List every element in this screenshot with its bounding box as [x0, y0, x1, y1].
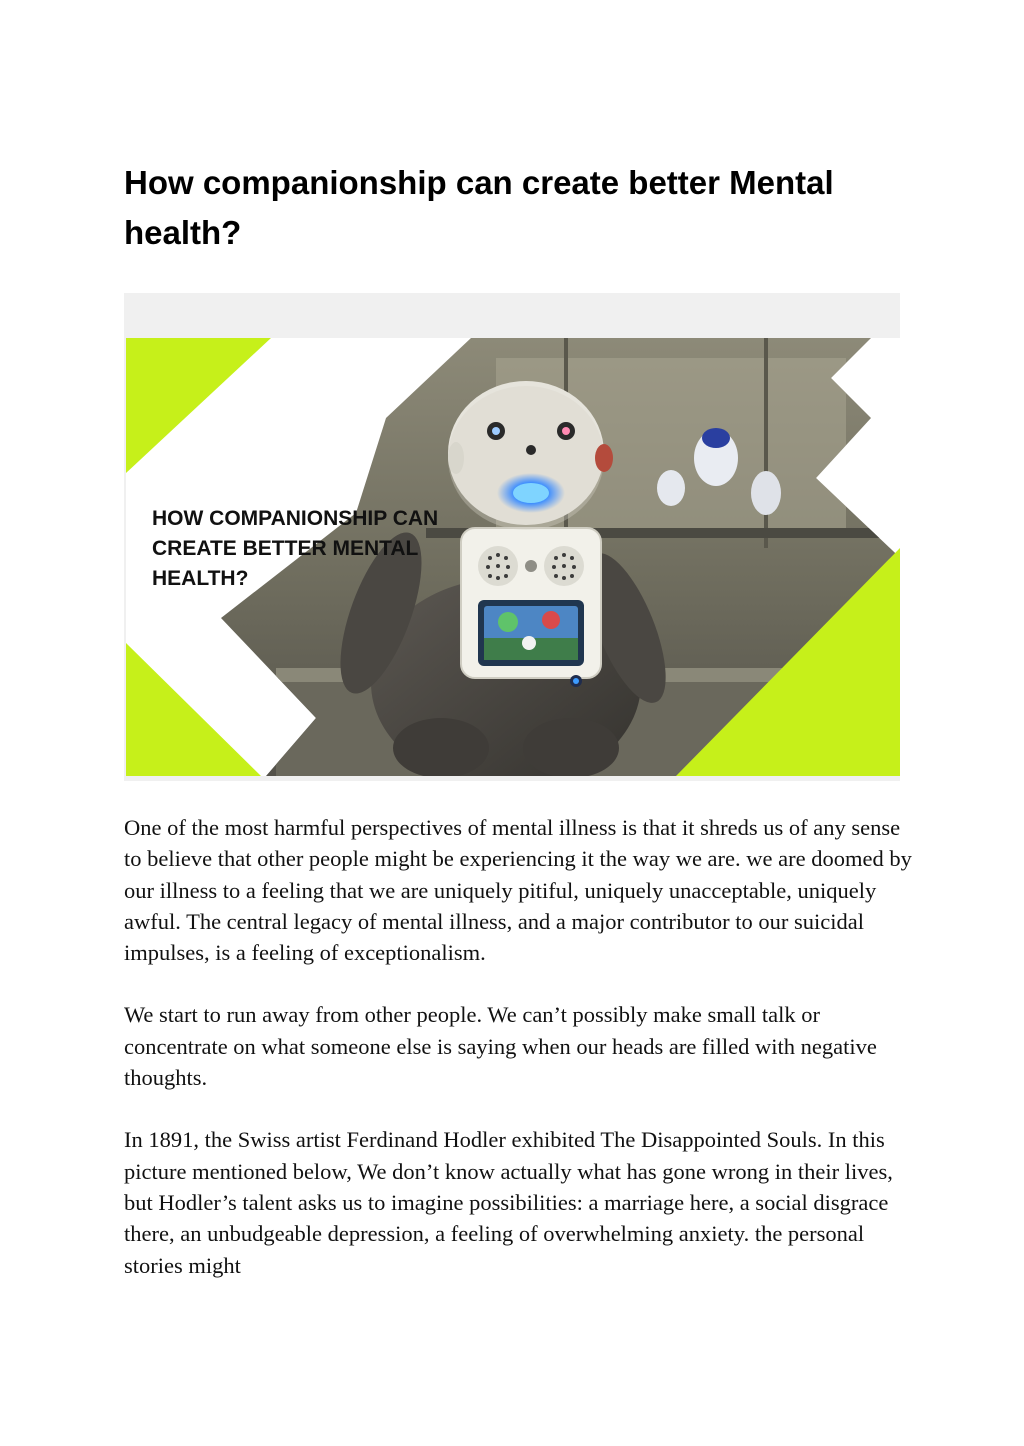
overlay-line-1: HOW COMPANIONSHIP CAN: [152, 507, 439, 530]
overlay-line-3: HEALTH?: [152, 567, 249, 590]
hero-image: [126, 338, 900, 776]
article-body: [124, 812, 914, 1312]
paragraph-3: In 1891, the Swiss artist Ferdinand Hodler exhibited The Disappointed Souls. In this picture mentioned below, We don’t know actually what has gone wrong in their lives, but Hodler’s talent asks us to imagine possibilities: a marriage here, a social disgrace there, an unbudgeable depression, a feeling of overwhelming anxiety. the personal stories might: [124, 1127, 893, 1278]
overlay-line-2: CREATE BETTER MENTAL: [152, 537, 419, 560]
paragraph-2: We start to run away from other people. We can’t possibly make small talk or concentrate on what someone else is saying when our heads are filled with negative thoughts.: [124, 1002, 877, 1091]
article-title: How companionship can create better Mental health?: [124, 164, 834, 251]
hero-image-frame: [124, 293, 900, 781]
paragraph-1: One of the most harmful perspectives of mental illness is that it shreds us of any sense to believe that other people might be experiencing it the way we are. we are doomed by our illness to a feeling that we are uniquely pitiful, uniquely unacceptable, uniquely awful. The central legacy of mental illness, and a major contributor to our suicidal impulses, is a feeling of exceptionalism.: [124, 815, 912, 966]
